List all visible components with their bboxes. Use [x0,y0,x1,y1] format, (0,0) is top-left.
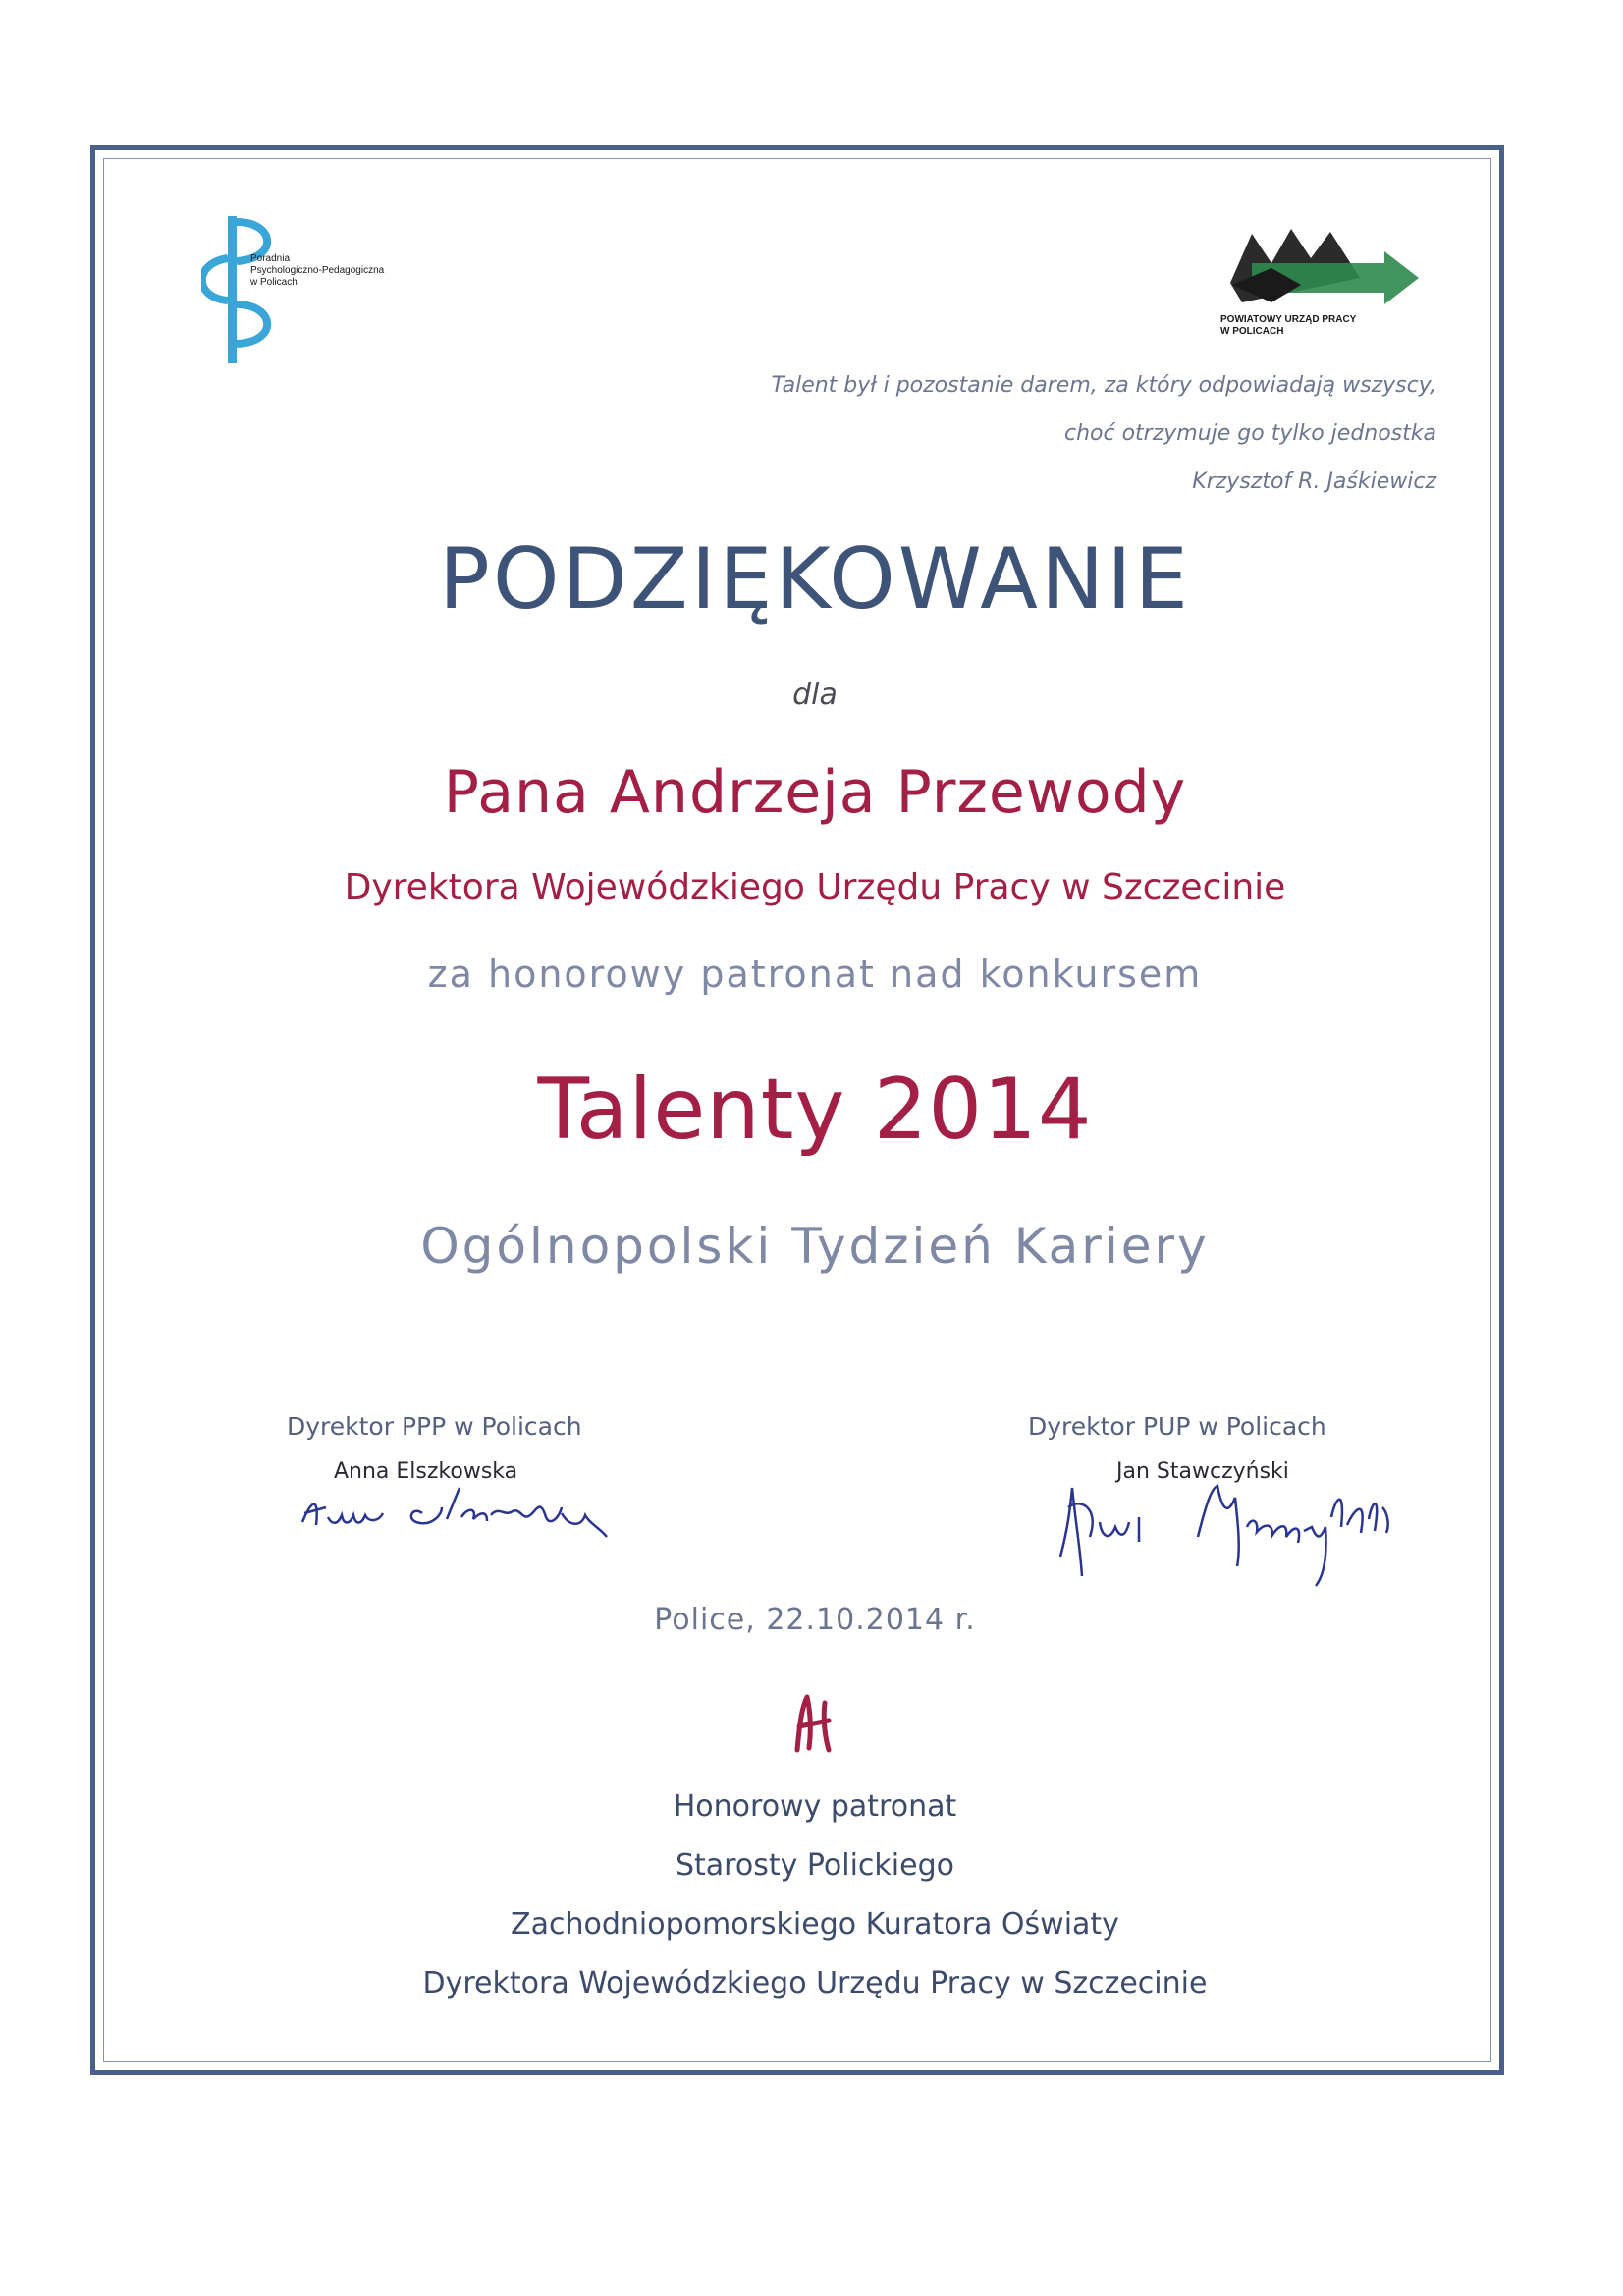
reason-text: za honorowy patronat nad konkursem [427,953,1203,996]
ppp-logo-text [250,253,447,289]
emblem-icon [785,1689,844,1758]
right-signature [1041,1468,1434,1596]
footer-line-3: Zachodniopomorskiego Kuratora Oświaty [511,1907,1119,1941]
ppp-logo-line: Poradnia [250,253,291,264]
for-label: dla [792,678,838,712]
ppp-logo-icon [201,214,447,371]
quote-author: Krzysztof R. Jaśkiewicz [1192,469,1436,494]
quote-line-2: choć otrzymuje go tylko jednostka [1064,421,1436,446]
event-name: Ogólnopolski Tydzień Kariery [420,1218,1210,1275]
recipient-name: Pana Andrzeja Przewody [443,758,1187,827]
contest-name: Talenty 2014 [537,1061,1093,1159]
left-signatory-title: Dyrektor PPP w Policach [287,1412,582,1441]
recipient-position: Dyrektora Wojewódzkiego Urzędu Pracy w Szczecinie [344,867,1286,907]
footer-line-1: Honorowy patronat [673,1789,957,1824]
pup-logo-line: POWIATOWY URZĄD PRACY [1220,314,1357,325]
footer-line-4: Dyrektora Wojewódzkiego Urzędu Pracy w Szczecinie [422,1966,1208,2000]
certificate-title: PODZIĘKOWANIE [439,530,1191,629]
left-signature [295,1478,648,1547]
pup-logo-text [1220,314,1436,338]
ppp-logo-line: w Policach [250,277,298,288]
footer-line-2: Starosty Polickiego [675,1848,954,1883]
right-signatory-title: Dyrektor PUP w Policach [1028,1412,1326,1441]
date-place: Police, 22.10.2014 r. [654,1603,976,1637]
quote-line-1: Talent był i pozostanie darem, za który odpowiadają wszyscy, [771,373,1436,398]
quote-block [553,361,1436,506]
left-signatory-name: Anna Elszkowska [334,1459,518,1484]
ppp-logo-line: Psychologiczno-Pedagogiczna [250,265,385,276]
right-signatory-name: Jan Stawczyński [1116,1459,1289,1484]
pup-logo-line: W POLICACH [1220,326,1284,337]
